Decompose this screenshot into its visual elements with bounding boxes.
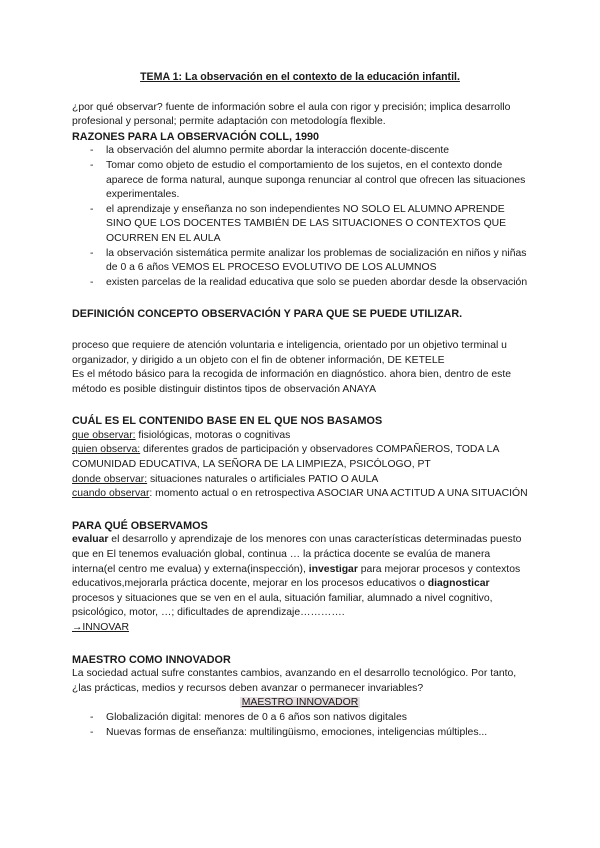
razones-list: [72, 144, 528, 290]
list-item: - la observación sistemática permite analizar los problemas de socialización en niños y niñas de 0 a 6 años VEMOS EL PROCESO EVOLUTIVO DE LOS ALUMNOS: [88, 247, 528, 276]
row-label: que observar:: [72, 429, 136, 441]
row-text: diferentes grados de participación y observadores COMPAÑEROS, TODA LA COMUNIDAD EDUCATIVA, LA SEÑORA DE LA LIMPIEZA, PSICÓLOGO, PT: [72, 444, 499, 471]
contenido-heading: CUÁL ES EL CONTENIDO BASE EN EL QUE NOS BASAMOS: [72, 415, 383, 428]
list-item: - Globalización digital: menores de 0 a 6 años son nativos digitales: [88, 711, 528, 726]
contenido-row-cuando: [72, 487, 528, 502]
document-title: TEMA 1: La observación en el contexto de la educación infantil.: [140, 71, 460, 83]
keyword-investigar: investigar: [308, 563, 358, 575]
para-que-text-1: el desarrollo y aprendizaje de los menores con unas características determinadas puesto que en El tenemos evaluación global, continua … la práctica docente se evalúa de manera interna(el centro me evalua) y externa(inspección),: [72, 534, 522, 575]
maestro-paragraph: La sociedad actual sufre constantes cambios, avanzando en el desarrollo tecnológico. Por tanto, ¿las prácticas, medios y recursos deben avanzar o permanecer invariables?: [72, 668, 517, 694]
contenido-row-quien: [72, 443, 528, 472]
list-item: - existen parcelas de la realidad educativa que solo se pueden abordar desde la observación: [88, 276, 528, 291]
row-label: quien observa:: [72, 444, 141, 456]
list-item: - Nuevas formas de enseñanza: multilingüismo, emociones, inteligencias múltiples...: [88, 726, 528, 741]
maestro-heading: MAESTRO COMO INNOVADOR: [72, 653, 231, 666]
para-que-text-2: para mejorar procesos y contextos educativos,mejorarla práctica docente, mejorar en los procesos educativos o: [72, 563, 521, 590]
row-label: donde observar:: [72, 473, 148, 485]
row-label: cuando observar: [72, 488, 150, 500]
row-text: : momento actual o en retrospectiva ASOCIAR UNA ACTITUD A UNA SITUACIÓN: [149, 488, 528, 500]
document-page: [72, 70, 528, 740]
contenido-row-que: [72, 429, 528, 444]
maestro-list: [72, 711, 528, 740]
maestro-subheading: MAESTRO INNOVADOR: [241, 697, 359, 709]
keyword-evaluar: evaluar: [72, 534, 109, 546]
definicion-heading: DEFINICIÓN CONCEPTO OBSERVACIÓN Y PARA QUE SE PUEDE UTILIZAR.: [72, 308, 463, 321]
maestro-subheading-line: [72, 696, 528, 711]
list-item: - la observación del alumno permite abordar la interacción docente-discente: [88, 144, 528, 159]
intro-paragraph: ¿por qué observar? fuente de información sobre el aula con rigor y precisión; implica desarrollo profesional y personal; permite adaptación con metodología flexible.: [72, 101, 511, 128]
para-que-paragraph: [72, 533, 528, 621]
para-que-text-3: procesos y situaciones que se ven en el aula, situación familiar, alumnado a nivel cognitivo, psicológico, motor, …; dificultades de aprendizaje………….: [72, 592, 493, 619]
innovar-line: [72, 621, 528, 636]
list-item: - el aprendizaje y enseñanza no son independientes NO SOLO EL ALUMNO APRENDE SINO QUE LOS DOCENTES TAMBIÉN DE LAS SITUACIONES O CONTEXTOS QUE OCURREN EN EL AULA: [88, 203, 528, 247]
row-text: fisiológicas, motoras o cognitivas: [135, 429, 291, 441]
razones-heading: RAZONES PARA LA OBSERVACIÓN COLL, 1990: [72, 130, 319, 143]
innovar-label: →INNOVAR: [72, 622, 129, 633]
definicion-paragraph-2: Es el método básico para la recogida de información en diagnóstico. ahora bien, dentro de este método es posible distinguir distintos tipos de observación ANAYA: [72, 369, 511, 395]
keyword-diagnosticar: diagnosticar: [427, 578, 490, 590]
para-que-heading: PARA QUÉ OBSERVAMOS: [72, 519, 208, 532]
row-text: situaciones naturales o artificiales PATIO O AULA: [147, 473, 379, 485]
contenido-row-donde: [72, 473, 528, 488]
list-item: - Tomar como objeto de estudio el comportamiento de los sujetos, en el contexto donde aparece de forma natural, aunque suponga renunciar al control que ofrecen las situaciones experimentales.: [88, 159, 528, 203]
definicion-paragraph-1: proceso que requiere de atención voluntaria e inteligencia, orientado por un objetivo terminal u organizador, y dirigido a un objeto con el fin de obtener información, DE KETELE: [72, 339, 507, 366]
